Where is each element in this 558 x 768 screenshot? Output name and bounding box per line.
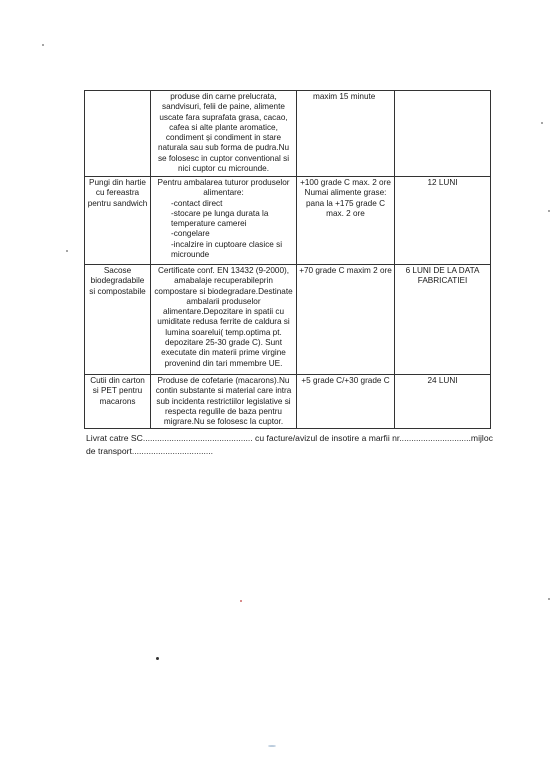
- table-row: [85, 375, 491, 429]
- description-cell: Produse de cofetarie (macarons).Nu contin substante si material care intra sub incidenta restrictiilor legislative si respecta regulile de baza pentru migrare.Nu se folosesc la cuptor.: [151, 375, 297, 429]
- delivery-footer: [86, 432, 506, 458]
- description-item: -contact direct: [171, 198, 223, 208]
- product-name-cell: Sacose biodegradabile si compostabile: [85, 265, 151, 375]
- description-item: -incalzire in cuptoare clasice si microunde: [171, 239, 283, 260]
- description-intro: Pentru ambalarea tuturor produselor alimentare:: [157, 178, 290, 198]
- temperature-cell: maxim 15 minute: [297, 91, 395, 177]
- shelf-life-cell: 24 LUNI: [395, 375, 491, 429]
- temperature-cell: +70 grade C maxim 2 ore: [297, 265, 395, 375]
- shelf-life-cell: [395, 91, 491, 177]
- temperature-cell: +100 grade C max. 2 ore Numai alimente grase: pana la +175 grade C max. 2 ore: [297, 177, 395, 265]
- product-name-cell: Pungi din hartie cu fereastra pentru sandwich: [85, 177, 151, 265]
- description-cell: Certificate conf. EN 13432 (9-2000), amabalaje recuperabileprin compostare si biodegradare.Destinate ambalarii produselor alimentare.Depozitare in spatii cu umiditate redusa ferrite de caldura si lumina soarelui( temp.optima pt. depozitare 25-30 grade C). Sunt executate din materii prime virgine provenind din tari mmembre UE.: [151, 265, 297, 375]
- scan-speck: [268, 745, 276, 747]
- scan-speck: [541, 122, 543, 124]
- footer-line: Livrat catre SC.............................................. cu facture/avizul de insotire a marfii nr..............................mijloc: [86, 433, 493, 443]
- shelf-life-cell: 12 LUNI: [395, 177, 491, 265]
- product-name-cell: Cutii din carton si PET pentru macarons: [85, 375, 151, 429]
- shelf-life-cell: 6 LUNI DE LA DATA FABRICATIEI: [395, 265, 491, 375]
- footer-line: de transport..................................: [86, 446, 214, 456]
- products-table: [84, 90, 491, 429]
- table-row: [85, 177, 491, 265]
- product-name-cell: [85, 91, 151, 177]
- scan-speck: [240, 600, 242, 602]
- description-item: -stocare pe lunga durata la temperature camerei: [171, 208, 269, 229]
- description-item: -congelare: [171, 229, 210, 239]
- table-row: [85, 91, 491, 177]
- description-cell: produse din carne prelucrata, sandvisuri, felii de paine, alimente uscate fara suprafata grasa, cacao, cafea si alte plante aromatice, condiment și condiment in stare naturala sau sub forma de pudra.Nu se folosesc in cuptor conventional si nici cuptor cu microunde.: [151, 91, 297, 177]
- scan-speck: [66, 250, 68, 252]
- table-row: [85, 265, 491, 375]
- scan-speck: [156, 657, 159, 660]
- description-cell: [151, 177, 297, 265]
- scan-speck: [548, 598, 550, 600]
- temperature-cell: +5 grade C/+30 grade C: [297, 375, 395, 429]
- scan-speck: [548, 210, 550, 212]
- scan-speck: [42, 44, 44, 46]
